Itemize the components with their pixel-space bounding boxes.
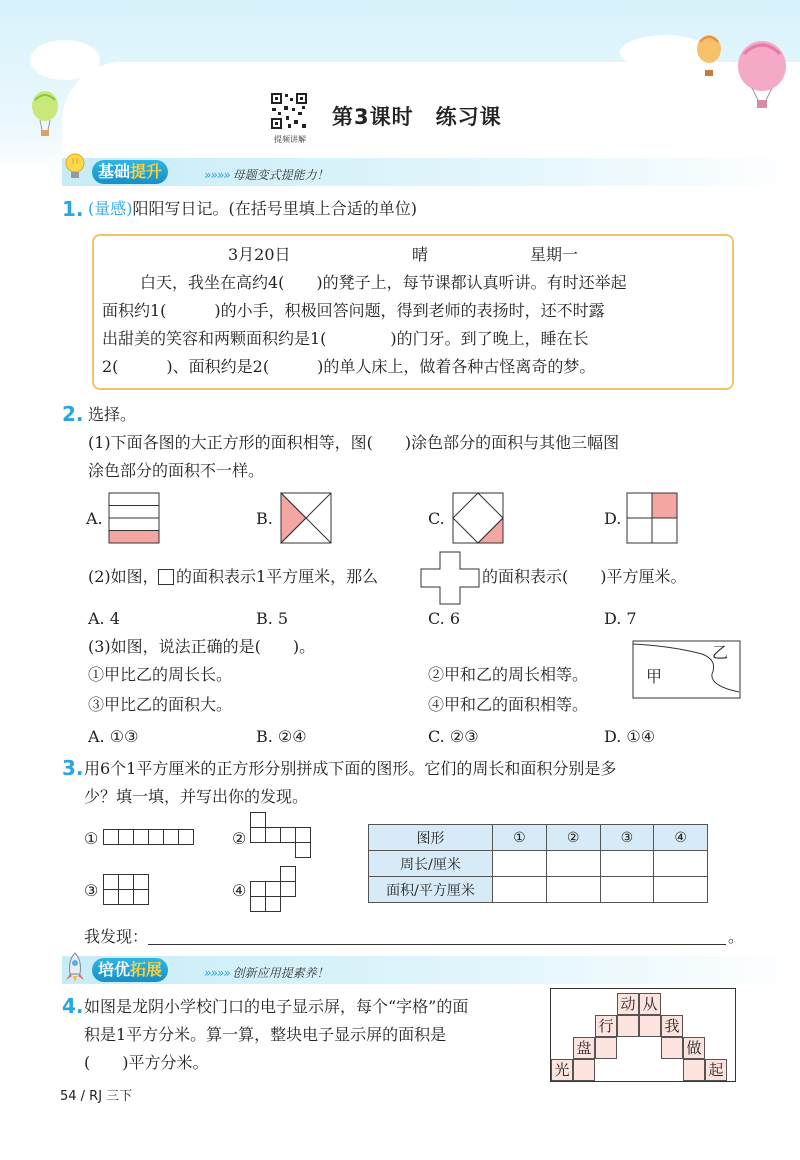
answer-cell[interactable] (493, 877, 547, 903)
question-number: 2. (62, 402, 84, 426)
balloon-icon (732, 40, 792, 110)
question-text: 如图是龙阴小学校门口的电子显示屏，每个“字格”的面 (84, 997, 469, 1016)
cross-shape-figure (420, 551, 480, 605)
figure-a (108, 492, 160, 544)
balloon-icon (692, 34, 726, 80)
char-cell (617, 1015, 639, 1037)
answer-cell[interactable] (600, 851, 654, 877)
table-row (369, 851, 708, 877)
rocket-icon (64, 952, 86, 984)
statement: ①甲比乙的周长长。 (88, 665, 233, 684)
option-label[interactable]: B. 5 (256, 609, 289, 628)
section-badge-highlight: 拓展 (130, 960, 163, 979)
answer-table (368, 824, 708, 903)
option-label[interactable]: C. 6 (428, 609, 461, 628)
char-cell: 动 (617, 993, 639, 1015)
section-badge-highlight: 提升 (130, 162, 163, 181)
option-label[interactable]: D. ①④ (604, 727, 656, 746)
option-label[interactable]: B. ②④ (256, 727, 307, 746)
row-label-area: 面积/平方厘米 (369, 877, 493, 903)
char-cell: 光 (551, 1059, 573, 1081)
char-cell: 做 (683, 1037, 705, 1059)
section-bar (62, 158, 800, 186)
figure-c (452, 492, 504, 544)
figure-label: ② (232, 829, 247, 848)
question-prompt (88, 198, 417, 220)
question-text: 积是1平方分米。算一算，整块电子显示屏的面积是 (84, 1025, 447, 1044)
char-cell: 行 (595, 1015, 617, 1037)
page-title: 第3课时 练习课 (332, 105, 502, 129)
option-label[interactable]: A. 4 (88, 609, 120, 628)
option-label[interactable]: A. (86, 509, 103, 528)
answer-cell[interactable] (654, 851, 708, 877)
diary-line: 白天，我坐在高约4( )的凳子上，每节课都认真听讲。有时还举起 (140, 273, 627, 292)
diary-weekday: 星期一 (530, 245, 579, 264)
figure-label: ① (84, 829, 99, 848)
diary-weather: 晴 (412, 245, 429, 264)
section-badge-text: 基础 (98, 162, 131, 181)
question-text: 涂色部分的面积不一样。 (88, 461, 265, 480)
discovery-period: 。 (728, 927, 745, 946)
shape-3-grid (103, 874, 151, 908)
figure-d (626, 492, 678, 544)
statement: ④甲和乙的面积相等。 (428, 695, 589, 714)
region-label-jia: 甲 (646, 667, 663, 686)
option-label[interactable]: C. ②③ (428, 727, 479, 746)
question-number: 3. (62, 756, 84, 780)
question-number: 4. (62, 994, 84, 1018)
char-cell: 从 (639, 993, 661, 1015)
shape-4 (250, 866, 300, 916)
question-title: 选择。 (88, 405, 137, 424)
figure-b (280, 492, 332, 544)
answer-cell[interactable] (546, 851, 600, 877)
char-cell: 起 (705, 1059, 727, 1081)
answer-cell[interactable] (493, 851, 547, 877)
section-badge (92, 160, 168, 184)
question-text: (1)下面各图的大正方形的面积相等，图( )涂色部分的面积与其他三幅图 (88, 433, 620, 452)
answer-cell[interactable] (654, 877, 708, 903)
question-text: 用6个1平方厘米的正方形分别拼成下面的图形。它们的周长和面积分别是多 (84, 759, 617, 778)
region-label-yi: 乙 (712, 643, 729, 662)
char-cell: 我 (661, 1015, 683, 1037)
question-text: 阳阳写日记。(在括号里填上合适的单位) (132, 199, 417, 218)
unit-square-icon (158, 569, 174, 585)
option-label[interactable]: A. ①③ (88, 727, 139, 746)
row-label-perimeter: 周长/厘米 (369, 851, 493, 877)
question-tag: (量感) (88, 199, 133, 218)
option-label[interactable]: D. 7 (604, 609, 637, 628)
qr-caption: 提频讲解 (274, 135, 306, 144)
question-text: 的面积表示1平方厘米，那么 (176, 567, 379, 586)
char-cell (661, 1037, 683, 1059)
section-subtitle-text: 母题变式提能力！ (232, 168, 329, 182)
question-text: 的面积表示( )平方厘米。 (482, 567, 687, 586)
table-header-cell: ② (546, 825, 600, 851)
section-subtitle: »»»» 创新应用提素养！ (204, 966, 329, 980)
discovery-answer-line[interactable] (148, 944, 726, 945)
question-text: (3)如图，说法正确的是( )。 (88, 637, 316, 656)
section-bar (62, 956, 800, 984)
lightbulb-icon (64, 152, 86, 184)
char-cell (595, 1037, 617, 1059)
question-number: 1. (62, 197, 84, 221)
diary-line: 出甜美的笑容和两颗面积约是1( )的门牙。到了晚上，睡在长 (102, 329, 589, 348)
answer-cell[interactable] (546, 877, 600, 903)
section-subtitle-text: 创新应用提素养！ (232, 966, 329, 980)
section-subtitle: »»»» 母题变式提能力！ (204, 168, 329, 182)
discovery-label: 我发现： (84, 927, 149, 946)
question-text: ( )平方分米。 (84, 1053, 209, 1072)
figure-label: ④ (232, 881, 247, 900)
question-text: (2)如图， (88, 567, 159, 586)
statement: ②甲和乙的周长相等。 (428, 665, 589, 684)
char-cell (573, 1059, 595, 1081)
question-text: 少？填一填，并写出你的发现。 (84, 787, 309, 806)
figure-label: ③ (84, 881, 99, 900)
qr-code-icon[interactable] (270, 92, 308, 130)
diary-line: 面积约1( )的小手，积极回答问题，得到老师的表扬时，还不时露 (102, 301, 605, 320)
table-header-cell: ① (493, 825, 547, 851)
table-row (369, 877, 708, 903)
page-footer: 54 / RJ 三下 (60, 1089, 133, 1104)
char-cell: 盘 (573, 1037, 595, 1059)
table-header-cell: ④ (654, 825, 708, 851)
table-row (369, 825, 708, 851)
answer-cell[interactable] (600, 877, 654, 903)
shape-2 (250, 812, 314, 862)
diary-line: 2( )、面积约是2( )的单人床上，做着各种古怪离奇的梦。 (102, 357, 596, 376)
balloon-icon (28, 90, 62, 140)
shape-1-row (103, 829, 195, 847)
section-badge-text: 培优 (98, 960, 131, 979)
diary-date: 3月20日 (228, 245, 291, 264)
option-label[interactable]: C. (428, 509, 445, 528)
table-header-cell: ③ (600, 825, 654, 851)
char-cell (683, 1059, 705, 1081)
char-cell (639, 1015, 661, 1037)
option-label[interactable]: B. (256, 509, 273, 528)
section-badge (92, 958, 168, 982)
statement: ③甲比乙的面积大。 (88, 695, 233, 714)
table-header-cell: 图形 (369, 825, 493, 851)
option-label[interactable]: D. (604, 509, 622, 528)
